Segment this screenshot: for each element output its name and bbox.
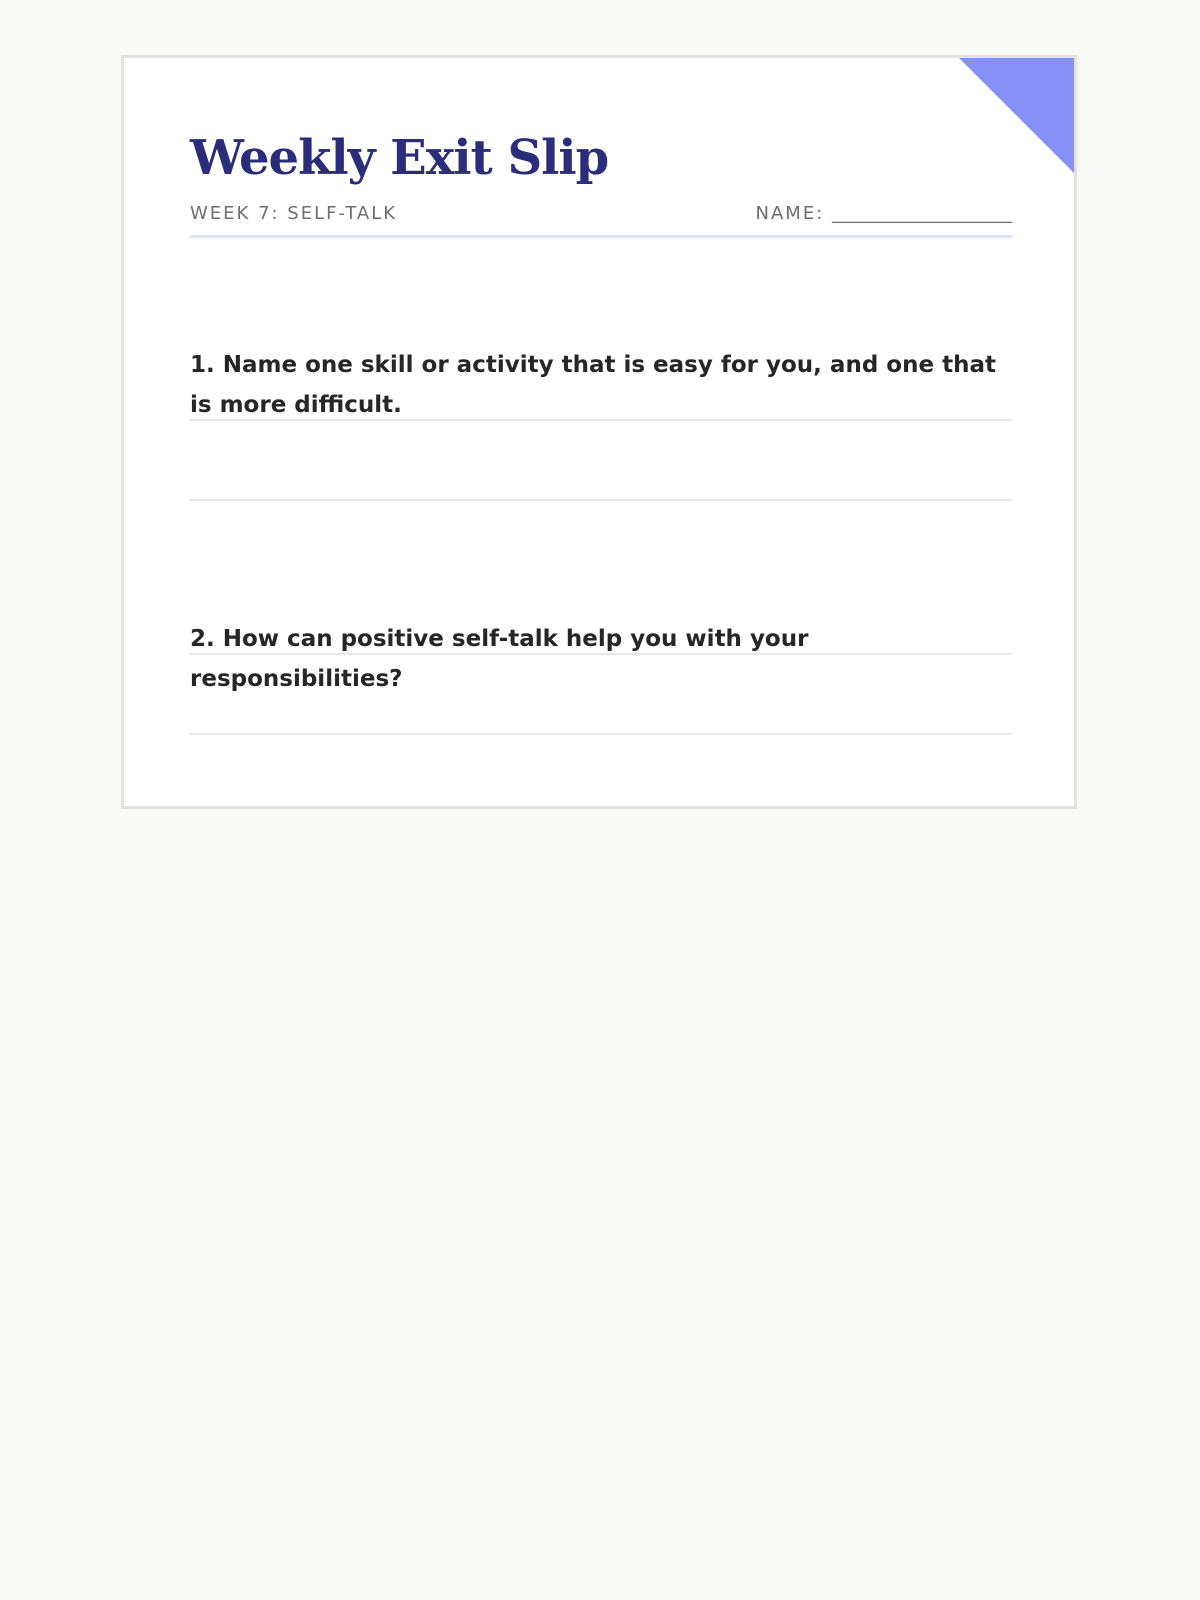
name-label: NAME: [755, 203, 825, 224]
corner-accent [959, 58, 1074, 173]
exit-slip-card [121, 55, 1077, 809]
answer-line-1a[interactable] [190, 419, 1012, 421]
name-field[interactable] [756, 203, 1012, 224]
name-blank: ____________________ [832, 203, 1012, 224]
page-title: Weekly Exit Slip [190, 130, 609, 186]
answer-line-2b[interactable] [190, 733, 1012, 735]
slip-header-meta [190, 196, 1012, 238]
answer-line-1b[interactable] [190, 499, 1012, 501]
question-2: 2. How can positive self-talk help you with your responsibilities? [190, 626, 809, 692]
week-label: WEEK 7: SELF-TALK [190, 203, 398, 224]
answer-line-2a[interactable] [190, 653, 1012, 655]
question-1: 1. Name one skill or activity that is easy for you, and one that is more difficult. [190, 352, 996, 418]
